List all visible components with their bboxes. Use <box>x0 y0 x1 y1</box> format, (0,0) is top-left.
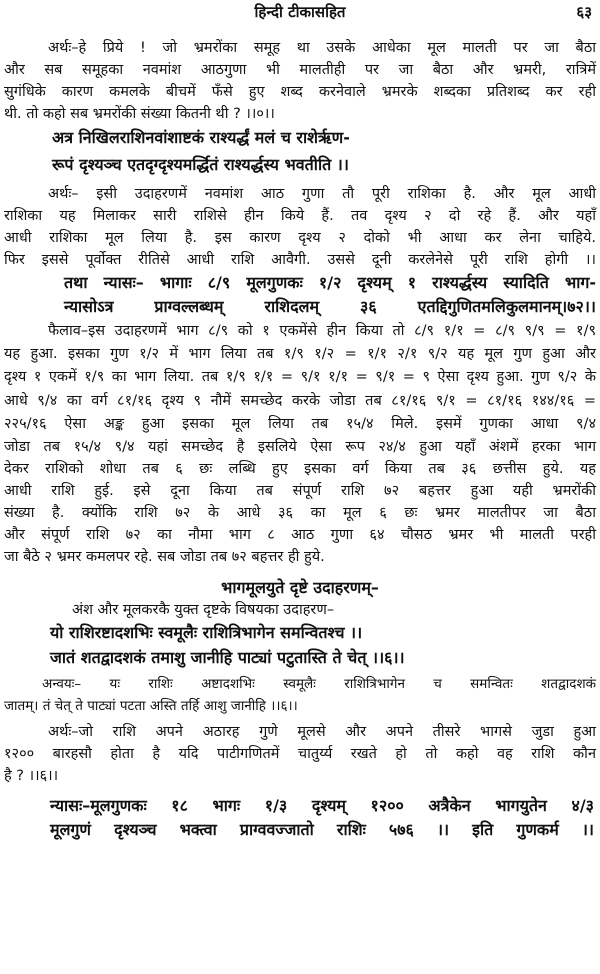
text-line: संख्या है. क्योंकि राशि ७२ के आधे ३६ का मूल ६ छः भ्रमर मालतीपर जा बैठा <box>4 505 596 521</box>
text-line: आधे ९/४ का वर्ग ८१/१६ दृश्य ९ नौमें समच्छेद करके जोडा तब ८१/१६ ९/१ = ८१/१६ १४४/१६ = <box>4 393 596 409</box>
verse-line: न्यासः–मूलगुणकः १८ भागः १/३ दृश्यम् १२०० अत्रैकेन भागयुतेन ४/३ <box>50 796 594 815</box>
text-line: १२०० बारहसौ होता है यदि पाटीगणितमें चातुर्य्य रखते हो तो कहो वह राशि कौन <box>4 746 596 762</box>
verse-line: यो राशिरष्टादशभिः स्वमूलैः राशित्रिभागेन समन्वितश्च ।। <box>50 623 363 642</box>
section-heading: भागमूलयुते दृष्टे उदाहरणम्– <box>221 578 379 597</box>
text-line: अर्थः–हे प्रिये ! जो भ्रमरोंका समूह था उसके आधेका मूल मालती पर जा बैठा <box>48 40 596 56</box>
text-line: राशिका यह मिलाकर सारी राशिसे हीन किये हैं. तव दृश्य २ दो रहे हैं. और यहाँ <box>4 208 596 224</box>
text-line: जा बैठे २ भ्रमर कमलपर रहे. सब जोडा तब ७२ बहत्तर ही हुये. <box>4 549 325 565</box>
page-number: ६३ <box>576 3 592 21</box>
text-line: आधी राशिका मूल लिया है. इस कारण दृश्य २ दोको भी आधा कर लेना चाहिये. <box>4 230 596 246</box>
verse-line: तथा न्यासः– भागाः ८/९ मूलगुणकः १/२ दृश्यम् १ राश्यर्द्धस्य स्यादिति भाग- <box>64 273 596 292</box>
text-line: सुगंधिके कारण कमलके बीचमें फँसे हुए शब्द करनेवाले भ्रमरके शब्दका प्रतिशब्द कर रही <box>4 84 596 100</box>
text-line: जोडा तब १५/४ ९/४ यहां समच्छेद है इसलिये ऐसा रूप २४/४ हुआ यहाँ अंशमें हरका भाग <box>4 439 596 455</box>
verse-line: न्यासोऽत्र प्राग्वल्लब्धम् राशिदलम् ३६ एतद्दिगुणितमलिकुलमानम्।७२।। <box>64 297 596 316</box>
text-line: फैलाव–इस उदाहरणमें भाग ८/९ को १ एकमेंसे हीन किया तो ८/९ १/१ = ८/९ ९/९ = १/९ <box>48 323 596 339</box>
text-line: देकर राशिको शोधा तब ६ छः लब्धि हुए इसका वर्ग किया तब ३६ छत्तीस हुये. यह <box>4 461 596 477</box>
text-line: और संपूर्ण राशि ७२ का नौमा भाग ८ आठ गुणा ६४ चौसठ भ्रमर भी मालती परही <box>4 527 596 543</box>
text-line: फिर इससे पूर्वोक्त रीतिसे आधी राशि आवैगी. उससे दूनी करलेनेसे पूरी राशि होगी ।। <box>4 252 596 268</box>
text-line: अर्थः–जो राशि अपने अठारह गुणे मूलसे और अपने तीसरे भागसे जुडा हुआ <box>48 724 596 740</box>
text-line: दृश्य १ एकमें १/९ का भाग लिया. तब १/९ १/१ = ९/१ १/१ = ९/१ = ९ ऐसा दृश्य हुआ. गुण ९/२ के <box>4 369 596 385</box>
text-line: है ? ।।६।। <box>4 768 59 784</box>
text-line: अन्वयः– यः राशिः अष्टादशभिः स्वमूलैः राशित्रिभागेन च समन्वितः शतद्वादशकं <box>42 676 596 692</box>
text-line: अर्थः– इसी उदाहरणमें नवमांश आठ गुणा तौ पूरी राशिका है. और मूल आधी <box>48 186 596 202</box>
section-subheading: अंश और मूलकरकै युक्त दृष्टके विषयका उदाहरण– <box>72 602 335 618</box>
running-title: हिन्दी टीकासहित <box>254 3 346 21</box>
text-line: जातम्। तं चेत् ते पाट्यां पटता अस्ति तर्हि आशु जानीहि ।।६।। <box>4 698 298 714</box>
text-line: आधी राशि हुई. इसे दूना किया तब संपूर्ण राशि ७२ बहत्तर हुआ यही भ्रमरोंकी <box>4 483 596 499</box>
text-line: और सब समूहका नवमांश आठगुणा भी मालतीही पर जा बैठा और भ्रमरी, रात्रिमें <box>4 62 596 78</box>
text-line: २२५/१६ ऐसा अङ्क हुआ इसका मूल लिया तब १५/४ मिले. इसमें गुणका आधा ९/४ <box>4 416 596 432</box>
verse-line: रूपं दृश्यञ्च एतदृग्दृश्यमर्द्धितं राश्यर्द्धस्य भवतीति ।। <box>52 155 349 174</box>
text-line: थी. तो कहो सब भ्रमरोंकी संख्या कितनी थी ? ।।०।। <box>4 106 275 122</box>
verse-line: मूलगुणं दृश्यञ्च भक्त्वा प्राग्ववज्जातो राशिः ५७६ ।। इति गुणकर्म ।। <box>50 820 594 839</box>
verse-line: जातं शतद्वादशकं तमाशु जानीहि पाट्यां पटुतास्ति ते चेत् ।।६।। <box>50 648 405 667</box>
verse-line: अत्र निखिलराशिनवांशाष्टकं राश्यर्द्धं मलं च राशेर्ऋण- <box>52 128 350 147</box>
text-line: यह हुआ. इसका गुण १/२ में भाग लिया तब १/९ १/२ = १/१ २/१ ९/२ यह मूल गुण हुआ और <box>4 346 596 362</box>
